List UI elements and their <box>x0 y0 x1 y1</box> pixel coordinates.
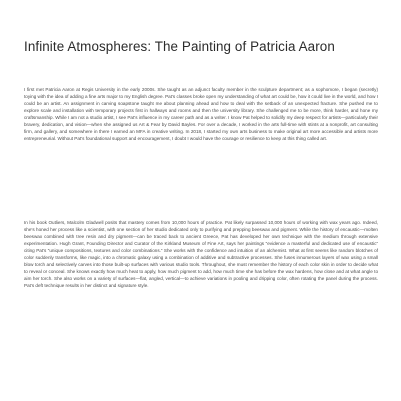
paragraph-2: In his book Outliers, Malcolm Gladwell posits that mastery comes from 10,000 hours of practice. Pat likely surpassed 10,000 hours of working with wax years ago. Indeed, she’s honed her process like a scientist, with one section of her studio dedicated only to purifying and prepping beeswax and pigment. While the history of encaustic—molten beeswax combined with tree resin and dry pigment—can be traced back to ancient Greece, Pat has developed her own technique with the medium through extensive experimentation. Hugh Grant, Founding Director and Curator of the Kirkland Museum of Fine Art, says her paintings “evidence a masterful and dedicated use of encaustic” citing Pat’s “unique compositions, textures and color combinations.” She works with the confidence and intuition of an alchemist. What at first seems like random blotches of color suddenly transforms, like magic, into a chromatic galaxy using a combination of additive and subtractive processes. She fuses innumerous layers of wax using a small blow torch and selectively carves into those built-up surfaces with various studio tools. Throughout, she must remember the history of each color skin in order to decide what to reveal or conceal. She knows exactly how much heat to apply, how much pigment to add, how much time she has before the wax hardens, how close and at what angle to aim her torch. She also works on a variety of surfaces—flat, angled, vertical—to achieve variations in pooling and dripping color, often rotating the panel during the process. Pat’s deft technique results in her distinct and signature style. <box>24 220 378 289</box>
document-title: Infinite Atmospheres: The Painting of Patricia Aaron <box>24 39 335 54</box>
paragraph-1: I first met Patricia Aaron at Regis University in the early 2000s. She taught as an adjunct faculty member in the sculpture department; as a sophomore, I began (secretly) toying with the idea of adding a fine arts major to my English degree. Pat’s classes broke open my understanding of what art could be, how it could live in the world, and how I could be an artist. An assignment in carving soapstone taught me about planning ahead and how to deal with the setback of an unexpected fracture. She pushed me to explore scale and installation with temporary projects first in hallways and rooms and then the university library. She challenged me to be more, think harder, and hone my craftsmanship. While I am not a studio artist, I see Pat’s influence in my career path and as a writer. I know Pat helped to solidify my deep respect for artists—particularly their bravery, dedication, and vision—when she assigned us Art & Fear by David Bayles. For over a decade, I worked in the arts full-time with stints at a nonprofit, art consulting firm, and gallery, and somewhere in there I earned an MFA in creative writing. In 2018, I started my own arts business to make original art more accessible and artists more entrepreneurial. Without Pat’s foundational support and encouragement, I doubt I would have the courage or resilience to keep at this thing called art. <box>24 87 378 142</box>
